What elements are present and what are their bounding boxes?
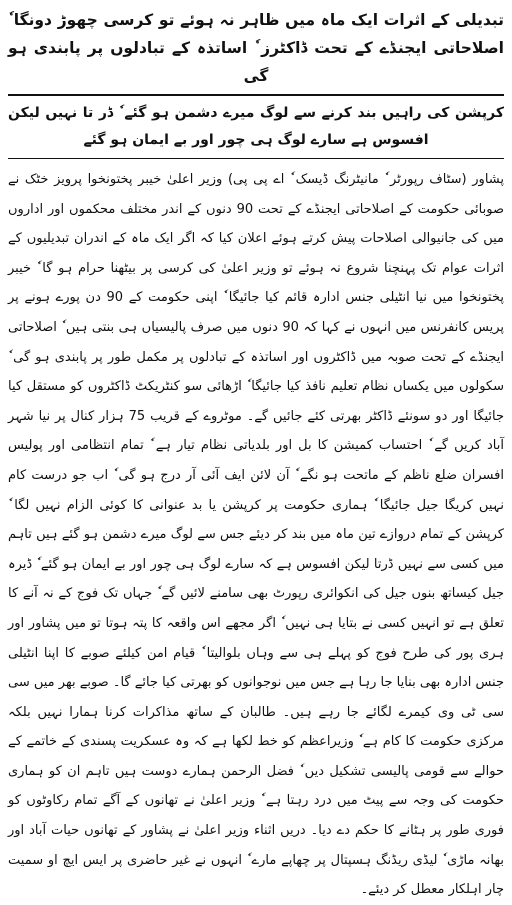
article-body: پشاور (سٹاف رپورٹر ٗ مانیٹرنگ ڈیسک ٗ اے پی پی) وزیر اعلیٰ خیبر پختونخوا پرویز خٹک نے صوبائی حکومت کے اصلاحاتی ایجنڈے کے تحت 90 دنوں کے اندر مختلف محکموں اور اداروں میں کی جانیوالی اصلاحات پیش کرتے ہوئے اعلان کیا کہ اگر ایک ماہ کے اندران تبدیلیوں کے اثرات عوام تک پہنچنا شروع نہ ہوئے تو وزیر اعلیٰ کی کرسی پر بیٹھنا حرام ہو گا ٗ خیبر پختونخوا میں نیا انٹیلی جنس ادارہ قائم کیا جائیگا ٗ اپنی حکومت کے 90 دن پورے ہونے پر پریس کانفرنس میں انہوں نے کہا کہ 90 دنوں میں صرف پالیسیاں ہی بنتی ہیں ٗ اصلاحاتی ایجنڈے کے تحت صوبہ میں ڈاکٹروں اور اساتذہ کے تبادلوں پر مکمل طور پر پابندی ہو گی ٗ سکولوں میں یکساں نظام تعلیم نافذ کیا جائیگا ٗ اڑھائی سو کنٹریکٹ ڈاکٹروں کو مستقل کیا جائیگا اور دو سونئے ڈاکٹر بھرتی کئے جائیں گے۔ موٹروے کے قریب 75 ہزار کنال پر نیا شہر آباد کریں گے ٗ احتساب کمیشن کا بل اور بلدیاتی نظام تیار ہے ٗ تمام انتظامی اور پولیس افسران ضلع ناظم کے ماتحت ہو نگے ٗ آن لائن ایف آئی آر درج ہو گی ٗ اب جو درست کام نہیں کریگا جیل جائیگا ٗ ہماری حکومت پر کرپشن یا بد عنوانی کا کوئی الزام نہیں لگا ٗ کرپشن کے تمام دروازے تین ماہ میں بند کر دیئے جس سے لوگ میرے دشمن ہو گئے ہیں تاہم میں کسی سے نہیں ڈرتا لیکن افسوس ہے کہ سارے لوگ ہی چور اور بے ایمان ہو گئے ٗ ڈیرہ جیل کیساتھ بنوں جیل کی انکوائری رپورٹ بھی سامنے لائیں گے ٗ جہاں تک فوج کے نہ آنے کا تعلق ہے تو انہیں کسی نے بتایا ہی نہیں ٗ اگر مجھے اس واقعہ کا پتہ ہوتا تو میں پشاور اور ہری پور کی طرح فوج کو پہلے ہی سے وہاں بلوالیتا ٗ قیام امن کیلئے صوبے کا اپنا انٹیلی جنس ادارہ بھی بنایا جا رہا ہے جس میں نوجوانوں کو بھرتی کیا جائے گا۔ صوبے بھر میں سی سی ٹی وی کیمرے لگائے جا رہے ہیں۔ طالبان کے ساتھ مذاکرات کرنا ہمارا نہیں بلکہ مرکزی حکومت کا کام ہے ٗ وزیراعظم کو خط لکھا ہے کہ وہ عسکریت پسندی کے خاتمے کے حوالے سے قومی پالیسی تشکیل دیں ٗ فضل الرحمن ہمارے دوست ہیں تاہم ان کو ہماری حکومت کی وجہ سے پیٹ میں درد رہتا ہے ٗ وزیر اعلیٰ نے تھانوں کے آگے تمام رکاوٹوں کو فوری طور پر ہٹانے کا حکم دے دیا۔ دریں اثناء وزیر اعلیٰ نے پشاور کے تھانوں حیات آباد اور بھانہ ماڑی ٗ لیڈی ریڈنگ ہسپتال پر چھاپے مارے ٗ انہوں نے غیر حاضری پر ایس ایچ او سمیت چار اہلکار معطل کر دیئے۔ [8,172,505,898]
headline-divider [8,94,504,96]
subheadline-divider [8,158,504,159]
subheadline: کرپشن کی راہیں بند کرنے سے لوگ میرے دشمن ہو گئے ٗ ڈر تا نہیں لیکن افسوس ہے سارے لوگ ہی چور اور بے ایمان ہو گئے [8,105,504,148]
headline: تبدیلی کے اثرات ایک ماہ میں ظاہر نہ ہوئے تو کرسی چھوڑ دونگا ٗ اصلاحاتی ایجنڈے کے تحت ڈاکٹرز ٗ اساتذہ کے تبادلوں پر پابندی ہو گی [8,11,504,85]
